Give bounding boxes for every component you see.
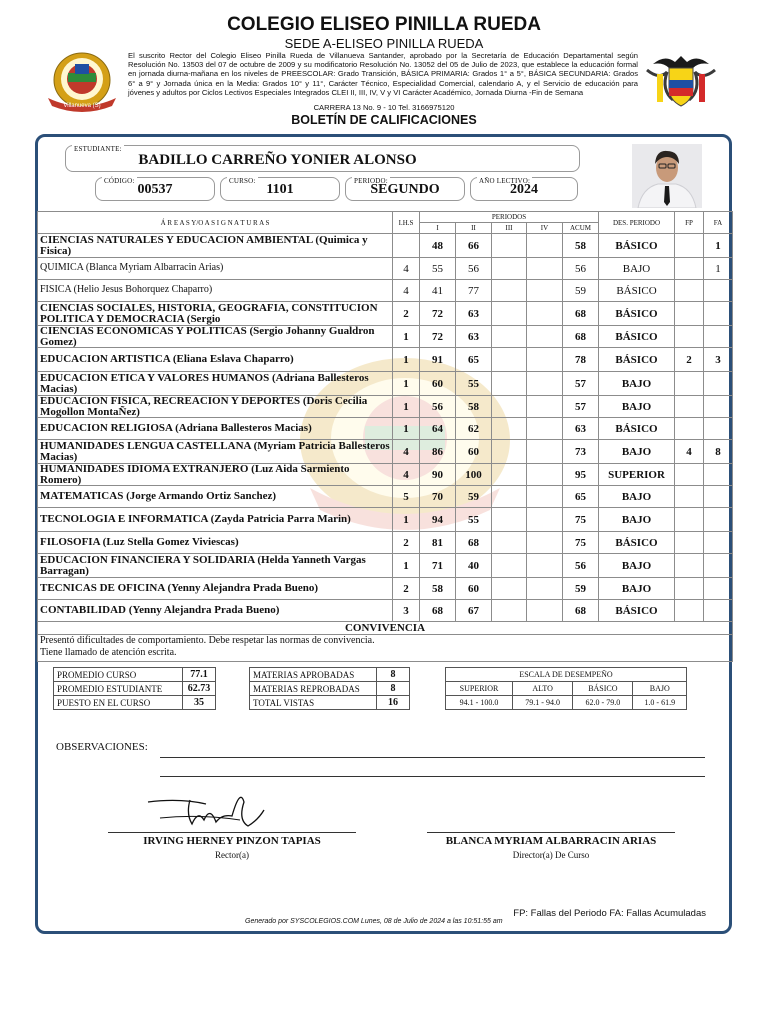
period-1-cell: 55 [420, 258, 456, 280]
table-row [38, 326, 733, 348]
subject-cell: EDUCACION FINANCIERA Y SOLIDARIA (Helda Yanneth Vargas Barragan) [38, 554, 393, 578]
acum-cell: 59 [563, 578, 599, 600]
rector-name: IRVING HERNEY PINZON TAPIAS [143, 835, 321, 847]
school-name: COLEGIO ELISEO PINILLA RUEDA [227, 14, 541, 35]
course-box [220, 177, 340, 201]
table-row [38, 532, 733, 554]
fp-cell [675, 302, 704, 326]
table-row [38, 464, 733, 486]
ihs-cell: 1 [393, 508, 420, 532]
rector-signature [140, 780, 275, 840]
period-1-cell: 41 [420, 280, 456, 302]
performance-cell: BAJO [599, 396, 675, 418]
period-4-cell [527, 418, 563, 440]
table-row [38, 600, 733, 622]
year-value: 2024 [510, 182, 538, 197]
period-1-header: I [420, 223, 456, 234]
table-row [38, 486, 733, 508]
acum-cell: 63 [563, 418, 599, 440]
subject-cell: TECNICAS DE OFICINA (Yenny Alejandra Prada Bueno) [38, 578, 393, 600]
period-4-cell [527, 486, 563, 508]
fp-cell [675, 554, 704, 578]
acum-cell: 56 [563, 258, 599, 280]
period-1-cell: 86 [420, 440, 456, 464]
period-label: PERIODO: [354, 177, 388, 185]
acum-cell: 68 [563, 302, 599, 326]
conduct-header: CONVIVENCIA [38, 622, 733, 635]
rank-value: 35 [183, 696, 216, 710]
subject-cell: TECNOLOGIA E INFORMATICA (Zayda Patricia Parra Marin) [38, 508, 393, 532]
period-1-cell: 72 [420, 302, 456, 326]
ihs-cell: 4 [393, 280, 420, 302]
student-name-box [65, 145, 580, 172]
period-4-cell [527, 258, 563, 280]
performance-cell: BAJO [599, 578, 675, 600]
period-4-cell [527, 280, 563, 302]
subject-cell: QUIMICA (Blanca Myriam Albarracin Arias) [38, 258, 393, 280]
period-3-cell [492, 326, 527, 348]
ihs-cell: 2 [393, 532, 420, 554]
fp-cell [675, 372, 704, 396]
period-4-header: IV [527, 223, 563, 234]
period-2-cell: 65 [456, 348, 492, 372]
failed-value: 8 [377, 682, 410, 696]
observations-label: OBSERVACIONES: [56, 741, 148, 753]
conduct-line-2: Tiene llamado de atención escrita. [40, 646, 177, 658]
table-row [38, 440, 733, 464]
grades-table [37, 211, 733, 662]
acum-cell: 75 [563, 508, 599, 532]
performance-cell: BAJO [599, 258, 675, 280]
period-2-cell: 55 [456, 508, 492, 532]
subject-cell: EDUCACION FISICA, RECREACION Y DEPORTES (Doris Cecilia Mogollon MontaÑez) [38, 396, 393, 418]
period-3-cell [492, 554, 527, 578]
fp-cell [675, 486, 704, 508]
fa-cell [704, 578, 733, 600]
areas-header: Á R E A S Y/O A S I G N A T U R A S [38, 212, 393, 234]
period-1-cell: 72 [420, 326, 456, 348]
period-2-cell: 77 [456, 280, 492, 302]
student-name: BADILLO CARREÑO YONIER ALONSO [138, 152, 417, 168]
fa-cell [704, 464, 733, 486]
period-3-cell [492, 348, 527, 372]
course-average-label: PROMEDIO CURSO [54, 668, 183, 682]
student-name-label: ESTUDIANTE: [74, 145, 122, 153]
acum-cell: 59 [563, 280, 599, 302]
fa-cell [704, 486, 733, 508]
period-3-cell [492, 302, 527, 326]
fa-cell: 1 [704, 234, 733, 258]
period-1-cell: 60 [420, 372, 456, 396]
period-2-cell: 68 [456, 532, 492, 554]
fp-cell [675, 326, 704, 348]
performance-cell: BÁSICO [599, 302, 675, 326]
fp-cell [675, 578, 704, 600]
performance-cell: BAJO [599, 486, 675, 508]
period-4-cell [527, 440, 563, 464]
table-row [38, 554, 733, 578]
acum-cell: 57 [563, 396, 599, 418]
subject-cell: FILOSOFIA (Luz Stella Gomez Viviescas) [38, 532, 393, 554]
acum-header: ACUM [563, 223, 599, 234]
table-header-row [38, 212, 733, 223]
student-average: 62.73 [183, 682, 216, 696]
table-row [38, 418, 733, 440]
period-2-cell: 40 [456, 554, 492, 578]
logo-ribbon-text: Villanueva (S) [63, 103, 101, 109]
approved-value: 8 [377, 668, 410, 682]
table-row [38, 578, 733, 600]
averages-table [53, 667, 216, 710]
student-code: 00537 [137, 182, 173, 197]
fa-cell [704, 372, 733, 396]
fp-cell [675, 464, 704, 486]
period-4-cell [527, 372, 563, 396]
ihs-cell: 1 [393, 348, 420, 372]
rank-label: PUESTO EN EL CURSO [54, 696, 183, 710]
scale-level-superior: SUPERIOR [446, 682, 513, 696]
period-4-cell [527, 348, 563, 372]
observations-line-2 [160, 776, 705, 777]
performance-cell: BÁSICO [599, 418, 675, 440]
ihs-cell: 2 [393, 578, 420, 600]
performance-cell: BÁSICO [599, 234, 675, 258]
ihs-cell: 2 [393, 302, 420, 326]
acum-cell: 75 [563, 532, 599, 554]
report-title: BOLETÍN DE CALIFICACIONES [291, 113, 477, 127]
director-signature-line [427, 832, 675, 833]
period-1-cell: 81 [420, 532, 456, 554]
period-4-cell [527, 554, 563, 578]
fp-cell: 2 [675, 348, 704, 372]
scale-level-basico: BÁSICO [573, 682, 633, 696]
period-3-cell [492, 280, 527, 302]
table-row [38, 372, 733, 396]
period-2-cell: 56 [456, 258, 492, 280]
rector-signature-line [108, 832, 356, 833]
period-3-header: III [492, 223, 527, 234]
performance-cell: BÁSICO [599, 280, 675, 302]
period-2-cell: 63 [456, 302, 492, 326]
director-name: BLANCA MYRIAM ALBARRACIN ARIAS [445, 835, 657, 847]
table-row [38, 396, 733, 418]
period-1-cell: 94 [420, 508, 456, 532]
table-row [38, 348, 733, 372]
period-3-cell [492, 600, 527, 622]
period-2-cell: 59 [456, 486, 492, 508]
fp-cell [675, 600, 704, 622]
period-4-cell [527, 302, 563, 326]
performance-cell: SUPERIOR [599, 464, 675, 486]
des-period-header: DES. PERIODO [599, 212, 675, 234]
period-4-cell [527, 508, 563, 532]
ihs-cell: 1 [393, 326, 420, 348]
subject-cell: MATEMATICAS (Jorge Armando Ortiz Sanchez) [38, 486, 393, 508]
scale-range-superior: 94.1 - 100.0 [446, 696, 513, 710]
period-3-cell [492, 578, 527, 600]
ihs-cell: 1 [393, 396, 420, 418]
period-3-cell [492, 372, 527, 396]
fp-cell [675, 396, 704, 418]
acum-cell: 58 [563, 234, 599, 258]
acum-cell: 57 [563, 372, 599, 396]
course-value: 1101 [266, 182, 294, 197]
performance-cell: BAJO [599, 372, 675, 396]
period-2-cell: 67 [456, 600, 492, 622]
failed-label: MATERIAS REPROBADAS [250, 682, 377, 696]
scale-level-alto: ALTO [513, 682, 573, 696]
course-label: CURSO: [229, 177, 256, 185]
subjects-count-table [249, 667, 410, 710]
period-4-cell [527, 532, 563, 554]
total-views-label: TOTAL VISTAS [250, 696, 377, 710]
fp-cell [675, 508, 704, 532]
fa-cell [704, 532, 733, 554]
period-3-cell [492, 418, 527, 440]
fa-cell [704, 396, 733, 418]
ihs-cell [393, 234, 420, 258]
scale-title: ESCALA DE DESEMPEÑO [446, 668, 687, 682]
period-3-cell [492, 486, 527, 508]
absences-legend: FP: Fallas del Periodo FA: Fallas Acumuladas [513, 908, 706, 919]
ihs-cell: 4 [393, 464, 420, 486]
director-role: Director(a) De Curso [512, 850, 590, 860]
performance-cell: BÁSICO [599, 326, 675, 348]
period-2-cell: 62 [456, 418, 492, 440]
period-2-cell: 100 [456, 464, 492, 486]
scale-range-bajo: 1.0 - 61.9 [633, 696, 687, 710]
ihs-cell: 1 [393, 554, 420, 578]
legal-description: El suscrito Rector del Colegio Eliseo Pinilla Rueda de Villanueva Santander, aprobado por la Secretaría de Educación Departamental según Resolución No. 13503 del 07 de octubre de 2009 y su modificatorio Resolución No. 13052 del 05 de Julio de 2023, que establece la educación formal en jornada diurna-mañana en los niveles de PREESCOLAR: Grado Transición, BÁSICA PRIMARIA: Grados 1° a 5°, BÁSICA SECUNDARIA: Grados 6° a 9° y Jornada única en la Media: Grados 10° y 11°, Carácter Técnico, Especialidad Comercial, calendario A, y el Servicio de educación para jóvenes y adultos por Ciclos Lectivos Especiales Integrados CLEI II, III, IV, V y VI Carácter Académico, Jornada Diurna -Fin de Semana [128, 51, 638, 97]
period-4-cell [527, 578, 563, 600]
fp-header: FP [675, 212, 704, 234]
year-label: AÑO LECTIVO: [479, 177, 531, 185]
subject-cell: EDUCACION RELIGIOSA (Adriana Ballesteros Macias) [38, 418, 393, 440]
conduct-row [38, 635, 733, 662]
fa-cell: 1 [704, 258, 733, 280]
period-3-cell [492, 234, 527, 258]
acum-cell: 65 [563, 486, 599, 508]
acum-cell: 95 [563, 464, 599, 486]
generated-note: Generado por SYSCOLEGIOS.COM Lunes, 08 de Julio de 2024 a las 10:51:55 am [245, 918, 503, 925]
subject-cell: CIENCIAS ECONOMICAS Y POLITICAS (Sergio Johanny Gualdron Gomez) [38, 326, 393, 348]
subject-cell: CONTABILIDAD (Yenny Alejandra Prada Bueno) [38, 600, 393, 622]
acum-cell: 78 [563, 348, 599, 372]
student-code-box [95, 177, 215, 201]
acum-cell: 56 [563, 554, 599, 578]
period-4-cell [527, 234, 563, 258]
ihs-cell: 1 [393, 418, 420, 440]
scale-range-alto: 79.1 - 94.0 [513, 696, 573, 710]
fa-cell [704, 326, 733, 348]
conduct-header-row [38, 622, 733, 635]
table-row [38, 302, 733, 326]
acum-cell: 68 [563, 600, 599, 622]
period-3-cell [492, 464, 527, 486]
ihs-cell: 4 [393, 258, 420, 280]
fp-cell [675, 234, 704, 258]
period-2-cell: 60 [456, 578, 492, 600]
period-1-cell: 90 [420, 464, 456, 486]
performance-cell: BAJO [599, 554, 675, 578]
course-average: 77.1 [183, 668, 216, 682]
subject-cell: HUMANIDADES IDIOMA EXTRANJERO (Luz Aida Sarmiento Romero) [38, 464, 393, 486]
student-photo [632, 144, 702, 208]
ihs-cell: 5 [393, 486, 420, 508]
table-row [38, 280, 733, 302]
period-1-cell: 64 [420, 418, 456, 440]
approved-label: MATERIAS APROBADAS [250, 668, 377, 682]
fp-cell [675, 532, 704, 554]
observations-line-1 [160, 757, 705, 758]
rector-role: Rector(a) [215, 850, 249, 860]
fa-header: FA [704, 212, 733, 234]
period-3-cell [492, 396, 527, 418]
period-3-cell [492, 508, 527, 532]
performance-scale-table [445, 667, 687, 710]
table-row [38, 234, 733, 258]
fa-cell [704, 600, 733, 622]
fp-cell [675, 258, 704, 280]
period-2-cell: 60 [456, 440, 492, 464]
performance-cell: BÁSICO [599, 348, 675, 372]
period-2-cell: 58 [456, 396, 492, 418]
period-2-header: II [456, 223, 492, 234]
periods-header: PERIODOS [420, 212, 599, 223]
fa-cell [704, 418, 733, 440]
ihs-cell: 3 [393, 600, 420, 622]
performance-cell: BÁSICO [599, 532, 675, 554]
school-address: CARRERA 13 No. 9 - 10 Tel. 3166975120 [313, 103, 455, 112]
period-1-cell: 68 [420, 600, 456, 622]
table-row [38, 508, 733, 532]
scale-level-bajo: BAJO [633, 682, 687, 696]
period-1-cell: 71 [420, 554, 456, 578]
code-label: CÓDIGO: [104, 177, 135, 185]
period-4-cell [527, 396, 563, 418]
fa-cell: 3 [704, 348, 733, 372]
period-2-cell: 63 [456, 326, 492, 348]
fa-cell [704, 302, 733, 326]
period-4-cell [527, 464, 563, 486]
year-box [470, 177, 578, 201]
performance-cell: BÁSICO [599, 600, 675, 622]
total-views-value: 16 [377, 696, 410, 710]
subject-cell: EDUCACION ARTISTICA (Eliana Eslava Chaparro) [38, 348, 393, 372]
period-1-cell: 48 [420, 234, 456, 258]
subject-cell: CIENCIAS SOCIALES, HISTORIA, GEOGRAFIA, CONSTITUCION POLITICA Y DEMOCRACIA (Sergio [38, 302, 393, 326]
fp-cell: 4 [675, 440, 704, 464]
period-1-cell: 91 [420, 348, 456, 372]
period-4-cell [527, 326, 563, 348]
performance-cell: BAJO [599, 508, 675, 532]
ihs-header: I.H.S [393, 212, 420, 234]
period-1-cell: 70 [420, 486, 456, 508]
fa-cell [704, 508, 733, 532]
subject-cell: EDUCACION ETICA Y VALORES HUMANOS (Adriana Ballesteros Macias) [38, 372, 393, 396]
subject-cell: CIENCIAS NATURALES Y EDUCACION AMBIENTAL (Quimica y Fisica) [38, 234, 393, 258]
period-4-cell [527, 600, 563, 622]
period-2-cell: 66 [456, 234, 492, 258]
performance-cell: BAJO [599, 440, 675, 464]
fa-cell: 8 [704, 440, 733, 464]
period-1-cell: 56 [420, 396, 456, 418]
table-row [38, 258, 733, 280]
subject-cell: FISICA (Helio Jesus Bohorquez Chaparro) [38, 280, 393, 302]
ihs-cell: 1 [393, 372, 420, 396]
conduct-line-1: Presentó dificultades de comportamiento. Debe respetar las normas de convivencia. [40, 635, 375, 646]
period-3-cell [492, 440, 527, 464]
student-average-label: PROMEDIO ESTUDIANTE [54, 682, 183, 696]
campus-name: SEDE A-ELISEO PINILLA RUEDA [284, 36, 484, 51]
period-value: SEGUNDO [370, 182, 440, 197]
period-box [345, 177, 465, 201]
fa-cell [704, 554, 733, 578]
subject-cell: HUMANIDADES LENGUA CASTELLANA (Myriam Patricia Ballesteros Macias) [38, 440, 393, 464]
period-1-cell: 58 [420, 578, 456, 600]
period-2-cell: 55 [456, 372, 492, 396]
ihs-cell: 4 [393, 440, 420, 464]
fp-cell [675, 280, 704, 302]
fa-cell [704, 280, 733, 302]
coat-of-arms [645, 50, 717, 110]
acum-cell: 73 [563, 440, 599, 464]
period-3-cell [492, 532, 527, 554]
period-3-cell [492, 258, 527, 280]
acum-cell: 68 [563, 326, 599, 348]
fp-cell [675, 418, 704, 440]
scale-range-basico: 62.0 - 79.0 [573, 696, 633, 710]
